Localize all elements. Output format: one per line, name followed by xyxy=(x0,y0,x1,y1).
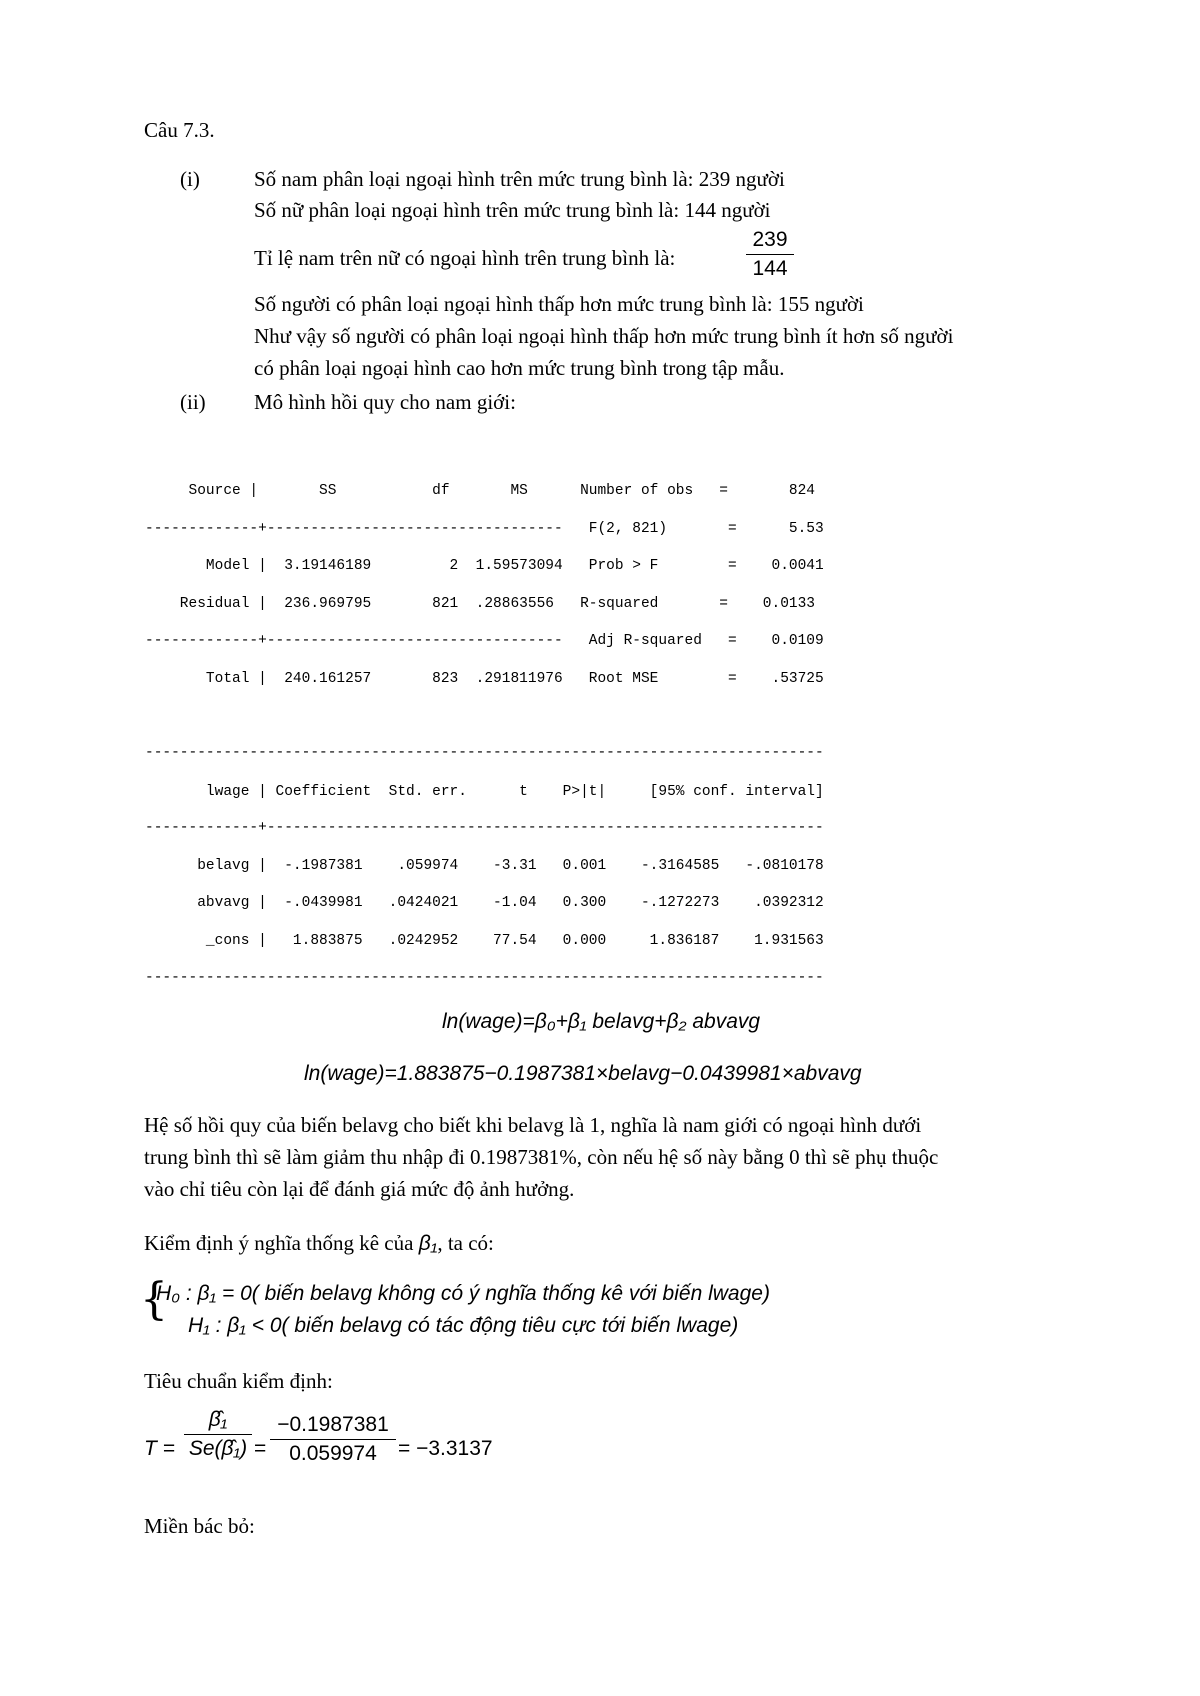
anova-row-model: Model | 3.19146189 2 1.59573094 Prob > F = 0.0041 xyxy=(145,558,824,574)
coef-separator-top: ------------------------------------------------------------------------------ xyxy=(145,745,824,761)
coef-separator-mid: -------------+---------------------------------------------------------------- xyxy=(145,820,824,836)
anova-separator: -------------+---------------------------------- F(2, 821) = 5.53 xyxy=(145,521,824,537)
rejection-region-label: Miền bác bỏ: xyxy=(144,1514,255,1538)
t-value-denominator: 0.059974 xyxy=(289,1442,377,1465)
test-intro-text: Kiểm định ý nghĩa thống kê của xyxy=(144,1231,414,1255)
paragraph-line: Mô hình hồi quy cho nam giới: xyxy=(254,390,516,414)
t-value-fraction xyxy=(270,1413,396,1466)
test-intro-tail: , ta có: xyxy=(437,1231,494,1255)
paragraph-line: vào chỉ tiêu còn lại để đánh giá mức độ ảnh hưởng. xyxy=(144,1177,575,1201)
t-formula-fraction xyxy=(184,1408,252,1461)
list-marker-ii: (ii) xyxy=(180,390,206,414)
anova-separator: -------------+---------------------------------- Adj R-squared = 0.0109 xyxy=(145,633,824,649)
paragraph-line: có phân loại ngoại hình cao hơn mức trung bình trong tập mẫu. xyxy=(254,356,785,380)
t-result: = −3.3137 xyxy=(398,1437,493,1460)
anova-header-row: Source | SS df MS Number of obs = 824 xyxy=(145,483,816,499)
equals-sign: = xyxy=(254,1437,267,1460)
paragraph-line: trung bình thì sẽ làm giảm thu nhập đi 0.1987381%, còn nếu hệ số này bằng 0 thì sẽ phụ thuộc xyxy=(144,1145,939,1169)
t-formula-numerator: β̂₁ xyxy=(208,1408,228,1431)
anova-row-total: Total | 240.161257 823 .291811976 Root MSE = .53725 xyxy=(145,671,824,687)
t-formula-denominator: Se(β̂₁) xyxy=(188,1437,248,1460)
list-marker-i: (i) xyxy=(180,167,200,191)
coef-header-row: lwage | Coefficient Std. err. t P>|t| [95% conf. interval] xyxy=(145,784,824,800)
t-statistic-lhs: T = xyxy=(144,1437,175,1460)
paragraph-line: Số nam phân loại ngoại hình trên mức trung bình là: 239 người xyxy=(254,167,785,191)
test-intro xyxy=(144,1231,494,1256)
section-heading: Câu 7.3. xyxy=(144,118,215,142)
ratio-fraction xyxy=(746,228,794,281)
paragraph-line: Như vậy số người có phân loại ngoại hình thấp hơn mức trung bình ít hơn số người xyxy=(254,324,954,348)
paragraph-line: Số nữ phân loại ngoại hình trên mức trung bình là: 144 người xyxy=(254,198,771,222)
criterion-label: Tiêu chuẩn kiểm định: xyxy=(144,1369,333,1393)
paragraph-line: Số người có phân loại ngoại hình thấp hơn mức trung bình là: 155 người xyxy=(254,292,864,316)
coef-row-cons: _cons | 1.883875 .0242952 77.54 0.000 1.836187 1.931563 xyxy=(145,933,824,949)
hypothesis-h1: H₁ : β₁ < 0( biến belavg có tác động tiêu cực tới biến lwage) xyxy=(188,1314,739,1337)
paragraph-line: Hệ số hồi quy của biến belavg cho biết khi belavg là 1, nghĩa là nam giới có ngoại hình dưới xyxy=(144,1113,922,1137)
coef-row-belavg: belavg | -.1987381 .059974 -3.31 0.001 -.3164585 -.0810178 xyxy=(145,858,824,874)
estimated-equation: ln(wage)=1.883875−0.1987381×belavg−0.0439981×abvavg xyxy=(304,1062,862,1085)
coef-separator-bottom: ------------------------------------------------------------------------------ xyxy=(145,970,824,986)
regression-equation: ln(wage)=β₀+β₁ belavg+β₂ abvavg xyxy=(442,1010,761,1033)
hypothesis-h0: H₀ : β₁ = 0( biến belavg không có ý nghĩa thống kê với biến lwage) xyxy=(156,1282,770,1305)
t-value-numerator: −0.1987381 xyxy=(277,1413,389,1436)
left-brace-icon: { xyxy=(140,1274,168,1325)
anova-row-residual: Residual | 236.969795 821 .28863556 R-squared = 0.0133 xyxy=(145,596,816,612)
ratio-denominator: 144 xyxy=(752,257,788,280)
fraction-bar xyxy=(184,1434,252,1435)
test-intro-beta: β₁ xyxy=(418,1232,438,1255)
ratio-label: Tỉ lệ nam trên nữ có ngoại hình trên trung bình là: xyxy=(254,246,676,270)
fraction-bar xyxy=(270,1439,396,1440)
fraction-bar xyxy=(746,254,794,255)
ratio-numerator: 239 xyxy=(752,228,788,251)
coef-row-abvavg: abvavg | -.0439981 .0424021 -1.04 0.300 -.1272273 .0392312 xyxy=(145,895,824,911)
